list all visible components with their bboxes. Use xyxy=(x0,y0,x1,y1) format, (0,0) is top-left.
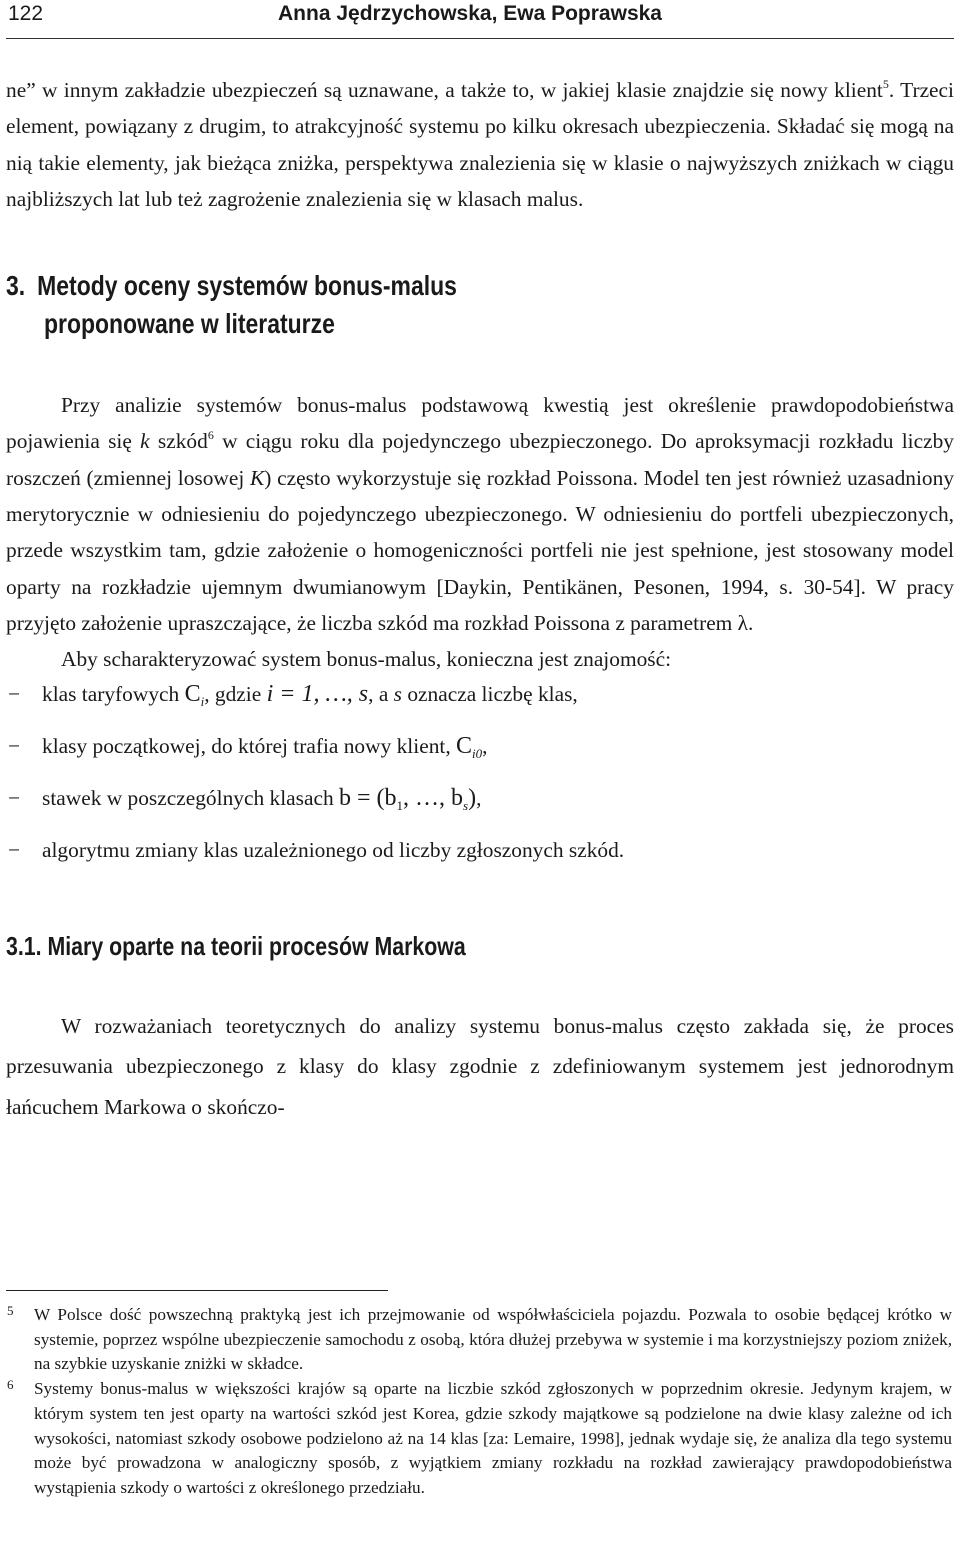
footnote-ref-5[interactable]: 5 xyxy=(882,77,889,91)
footnote-text: W Polsce dość powszechną praktyką jest ich przejmowanie od współwłaściciela pojazdu. Pozwala to osobie będącej krótko w systemie, poprzez wspólne ubezpieczenie samochodu z osobą, która dłużej przebywa w systemie i ma korzystniejszy poziom zniżek, na szybkie uzyskanie zniżki w składce. xyxy=(34,1305,952,1374)
para-text: szkód xyxy=(149,429,208,454)
math-paren: ) xyxy=(468,784,477,811)
list-text: , xyxy=(482,733,488,758)
list-dash: − xyxy=(8,681,21,706)
list-item xyxy=(6,828,954,872)
list-text: oznacza liczbę klas, xyxy=(402,681,578,706)
intro-text-2: . Trzeci element, powiązany z drugim, to atrakcyjność systemu po kilku okresach ubezpieczenia. Składać się mogą na nią takie elementy, jak bieżąca zniżka, perspektywa znalezienia się w klasie o najwyższych zniżkach w ciągu najbliższych lat lub też zagrożenie znalezienia się w klasach malus. xyxy=(6,78,954,211)
math-sub: i0 xyxy=(472,745,483,761)
math-b: b xyxy=(384,784,397,811)
math-sub: 1 xyxy=(396,797,404,813)
math-range: i = 1, …, s xyxy=(266,680,369,707)
math-eq: = ( xyxy=(350,784,385,811)
list-text: , xyxy=(476,785,482,810)
intro-paragraph xyxy=(6,72,954,217)
math-ellipsis: , …, xyxy=(403,784,452,811)
list-text: algorytmu zmiany klas uzależnionego od liczby zgłoszonych szkód. xyxy=(42,837,625,862)
list-text: klas taryfowych xyxy=(42,681,185,706)
math-sub: s xyxy=(463,797,469,813)
list-item xyxy=(6,776,954,828)
section-number: 3. xyxy=(6,270,26,302)
var-k: k xyxy=(140,429,150,454)
page-number: 122 xyxy=(8,2,44,25)
math-b: b xyxy=(451,784,464,811)
footnote-5 xyxy=(6,1303,952,1377)
var-K: K xyxy=(250,465,265,490)
footnote-separator xyxy=(6,1290,388,1291)
list-dash: − xyxy=(8,785,21,810)
math-C: C xyxy=(184,680,201,707)
para-text: Przy analizie systemów bonus-malus podstawową kwestią jest określenie prawdopodobieństwa pojawienia się xyxy=(6,393,954,454)
list-text: , a xyxy=(368,681,394,706)
section-title-line-1: Metody oceny systemów bonus-malus xyxy=(37,270,457,302)
requirements-list xyxy=(6,672,954,872)
footnote-number: 5 xyxy=(7,1303,14,1318)
para-text: w ciągu roku dla pojedynczego ubezpieczonego. Do aproksymacji rozkładu liczby roszczeń (zmiennej losowej xyxy=(6,429,954,490)
list-item xyxy=(6,672,954,724)
body-text xyxy=(6,72,954,1127)
paragraph-markov: W rozważaniach teoretycznych do analizy systemu bonus-malus często zakłada się, że proces przesuwania ubezpieczonego z klasy do klasy zgodnie z zdefiniowanym systemem jest jednorodnym łańcuchem Markowa o skończo- xyxy=(6,1013,954,1119)
math-sub: i xyxy=(200,693,205,709)
footnotes xyxy=(6,1303,952,1501)
footnote-ref-6[interactable]: 6 xyxy=(207,428,214,443)
para-text: ) często wykorzystuje się rozkład Poissona. Model ten jest również uzasadniony merytorycznie w odniesieniu do pojedynczego ubezpieczonego. W odniesieniu do portfeli ubezpieczonych, przede wszystkim tam, gdzie założenie o homogeniczności portfeli nie jest spełnione, jest stosowany model oparty na rozkładzie ujemnym dwumianowym [Daykin, Pentikänen, Pesonen, 1994, s. 30-54]. W pracy przyjęto założenie upraszczające, że liczba szkód ma rozkład Poissona z parametrem λ. xyxy=(6,465,955,635)
list-text: , gdzie xyxy=(204,681,267,706)
paragraph-poisson xyxy=(6,387,954,641)
intro-text-1: ne” w innym zakładzie ubezpieczeń są uznawane, a także to, w jakiej klasie znajdzie się nowy klient xyxy=(6,78,883,102)
list-dash: − xyxy=(8,837,21,862)
list-item xyxy=(6,724,954,776)
footnote-number: 6 xyxy=(7,1377,14,1393)
section-title-line-2: proponowane w literaturze xyxy=(44,308,335,340)
section-3-1-heading: 3.1. Miary oparte na teorii procesów Markowa xyxy=(6,930,466,961)
footnote-6 xyxy=(6,1377,952,1501)
footnote-text: Systemy bonus-malus w większości krajów są oparte na liczbie szkód zgłoszonych w poprzednim okresie. Jedynym krajem, w którym system ten jest oparty na wartości szkód jest Korea, gdzie szkody majątkowe są podzielone na dwie klasy zależne od ich wysokości, natomiast szkody osobowe podzielono aż na 14 klas [za: Lemaire, 1998], jednak wydaje się, że analiza dla tego systemu może być prowadzona w analogiczny sposób, z wyjątkiem zmiany rozkładu na rozkład zawierający prawdopodobieństwa wystąpienia szkody o wartości z określonego przedziału. xyxy=(34,1379,952,1497)
list-text: stawek w poszczególnych klasach xyxy=(42,785,339,810)
list-text: klasy początkowej, do której trafia nowy klient, xyxy=(42,733,457,758)
math-C: C xyxy=(456,732,473,759)
list-dash: − xyxy=(8,733,21,758)
section-3-heading xyxy=(6,267,783,305)
paragraph-requirements: Aby scharakteryzować system bonus-malus, konieczna jest znajomość: xyxy=(61,647,672,672)
var-s: s xyxy=(393,681,402,706)
running-header-authors: Anna Jędrzychowska, Ewa Poprawska xyxy=(278,2,662,25)
running-header xyxy=(6,0,954,39)
math-b: b xyxy=(338,784,351,811)
